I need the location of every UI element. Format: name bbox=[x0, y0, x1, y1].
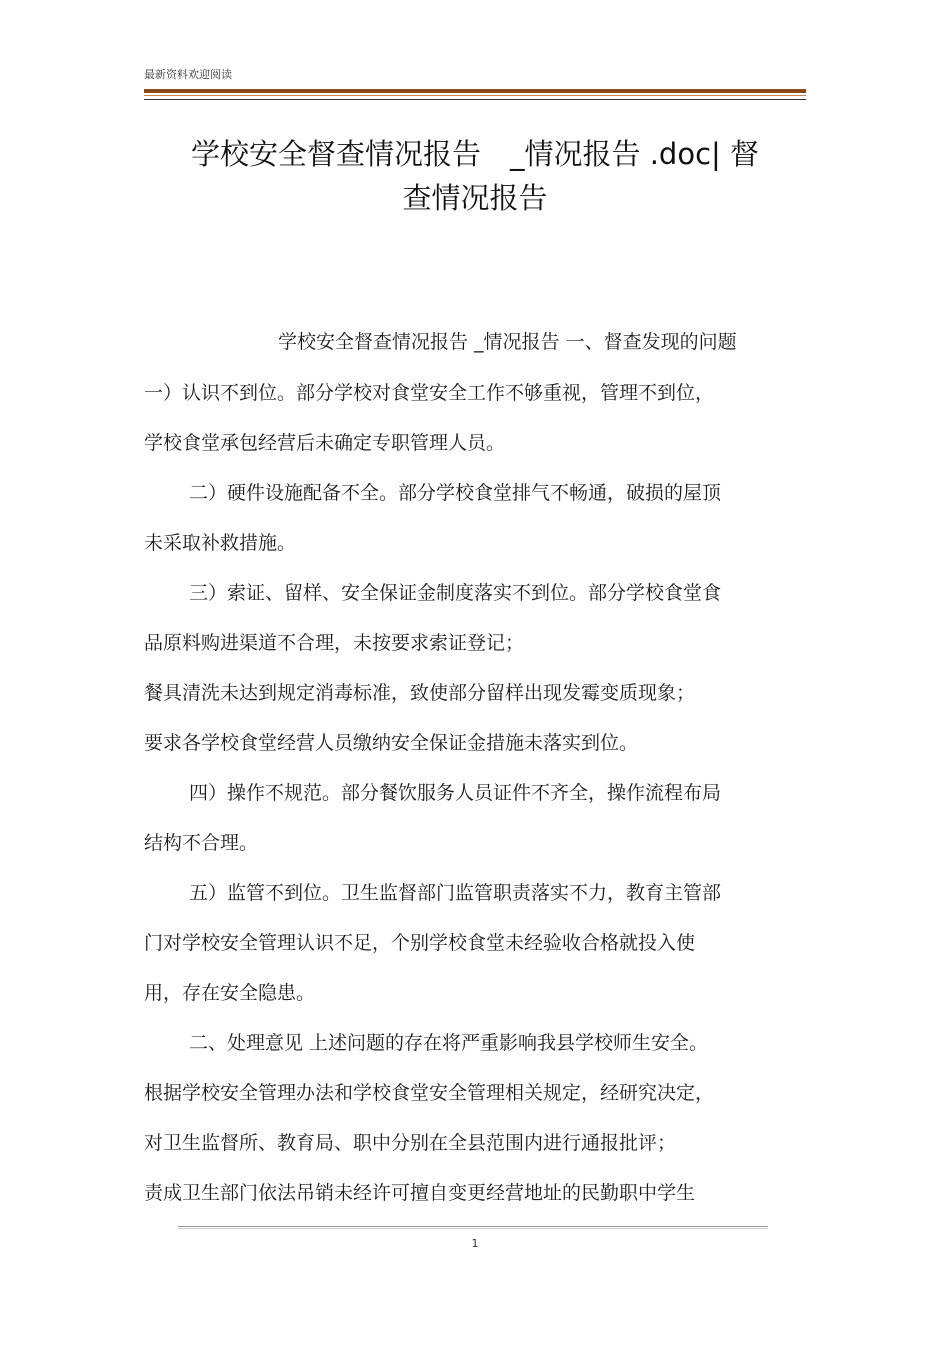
header-rule-black bbox=[144, 99, 806, 100]
body-line-7: 品原料购进渠道不合理，未按要求索证登记； bbox=[144, 632, 525, 654]
body-line-1: 学校安全督查情况报告 _情况报告 一、督查发现的问题 bbox=[278, 331, 737, 353]
title-line-1: 学校安全督查情况报告 _情况报告 .doc| 督 bbox=[190, 137, 760, 171]
body-line-4: 二）硬件设施配备不全。部分学校食堂排气不畅通，破损的屋顶 bbox=[189, 482, 722, 504]
body-line-5: 未采取补救措施。 bbox=[144, 532, 297, 554]
body-line-10: 四）操作不规范。部分餐饮服务人员证件不齐全，操作流程布局 bbox=[189, 782, 722, 804]
body-line-16: 根据学校安全管理办法和学校食堂安全管理相关规定，经研究决定， bbox=[144, 1082, 715, 1104]
body-line-14: 用，存在安全隐患。 bbox=[144, 982, 316, 1004]
page-number: 1 bbox=[471, 1237, 479, 1250]
footer-rule-light bbox=[178, 1228, 768, 1229]
body-line-8: 餐具清洗未达到规定消毒标准，致使部分留样出现发霉变质现象； bbox=[144, 682, 696, 704]
body-line-9: 要求各学校食堂经营人员缴纳安全保证金措施未落实到位。 bbox=[144, 732, 639, 754]
body-line-6: 三）索证、留样、安全保证金制度落实不到位。部分学校食堂食 bbox=[189, 582, 722, 604]
body-line-17: 对卫生监督所、教育局、职中分别在全县范围内进行通报批评； bbox=[144, 1132, 677, 1154]
body-line-18: 责成卫生部门依法吊销未经许可擅自变更经营地址的民勤职中学生 bbox=[144, 1182, 696, 1204]
body-line-12: 五）监管不到位。卫生监督部门监管职责落实不力，教育主管部 bbox=[189, 882, 722, 904]
body-line-11: 结构不合理。 bbox=[144, 832, 259, 854]
header-text: 最新资料欢迎阅读 bbox=[144, 68, 232, 81]
body-line-13: 门对学校安全管理认识不足，个别学校食堂未经验收合格就投入使 bbox=[144, 932, 696, 954]
body-line-15: 二、处理意见 上述问题的存在将严重影响我县学校师生安全。 bbox=[189, 1032, 709, 1054]
title-line-2: 查情况报告 bbox=[402, 181, 548, 215]
header-rule-thin bbox=[144, 95, 806, 96]
footer-rule bbox=[178, 1226, 768, 1227]
header-rule-thick bbox=[144, 89, 806, 93]
body-line-2: 一）认识不到位。部分学校对食堂安全工作不够重视，管理不到位， bbox=[144, 382, 715, 404]
body-line-3: 学校食堂承包经营后未确定专职管理人员。 bbox=[144, 432, 506, 454]
